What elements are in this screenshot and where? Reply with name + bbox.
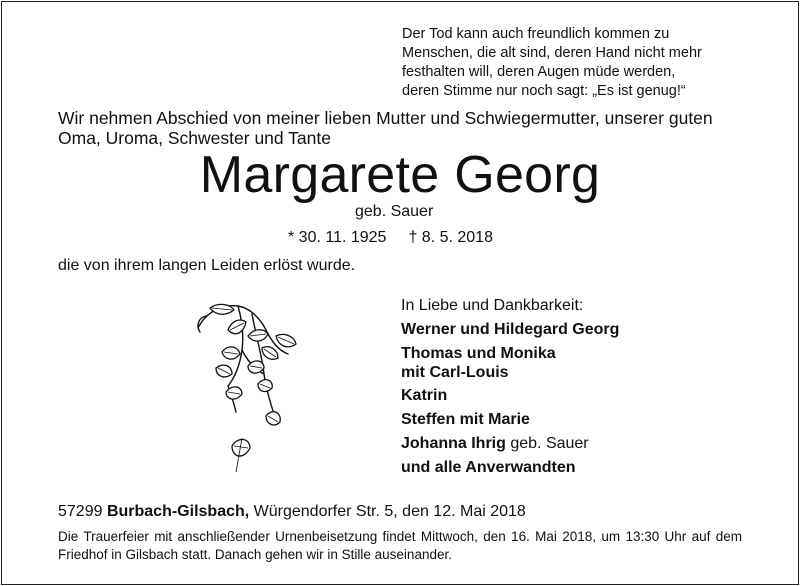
family-entry-birthname: geb. Sauer bbox=[505, 435, 589, 452]
family-entry-name: Johanna Ihrig bbox=[401, 435, 506, 452]
family-entry: Steffen mit Marie bbox=[401, 411, 530, 428]
family-heading: In Liebe und Dankbarkeit: bbox=[401, 297, 584, 314]
funeral-notice: Die Trauerfeier mit anschließender Urnenbeisetzung findet Mittwoch, den 16. Mai 2018, um 13:30 Uhr auf dem Friedhof in Gilsbach statt. Danach gehen wir in Stille auseinander. bbox=[58, 529, 742, 562]
birth-date: * 30. 11. 1925 bbox=[288, 229, 387, 246]
family-entry bbox=[401, 434, 781, 454]
address-town: Burbach-Gilsbach, bbox=[106, 503, 250, 520]
intro-line: Oma, Uroma, Schwester und Tante bbox=[58, 128, 331, 148]
family-entry bbox=[401, 344, 781, 382]
released-line: die von ihrem langen Leiden erlöst wurde. bbox=[58, 257, 356, 274]
birch-branch-illustration bbox=[192, 296, 312, 486]
intro-text bbox=[58, 108, 758, 148]
family-entry-line: Thomas und Monika bbox=[401, 345, 556, 362]
family-entry: und alle Anverwandten bbox=[401, 459, 576, 476]
poem-quote bbox=[402, 25, 782, 101]
address-postcode: 57299 bbox=[58, 503, 103, 520]
deceased-name: Margarete Georg bbox=[199, 146, 601, 204]
family-entry-line: mit Carl-Louis bbox=[401, 364, 509, 381]
poem-line: deren Stimme nur noch sagt: „Es ist genug!“ bbox=[402, 83, 686, 99]
family-entry: Katrin bbox=[401, 387, 448, 404]
poem-line: Der Tod kann auch freundlich kommen zu bbox=[402, 26, 670, 42]
family-entry: Werner und Hildegard Georg bbox=[401, 321, 620, 338]
life-dates bbox=[288, 228, 493, 248]
intro-line: Wir nehmen Abschied von meiner lieben Mutter und Schwiegermutter, unserer guten bbox=[58, 108, 713, 128]
address-street-date: Würgendorfer Str. 5, den 12. Mai 2018 bbox=[253, 503, 526, 520]
family-list bbox=[401, 296, 781, 482]
birth-name: geb. Sauer bbox=[355, 203, 434, 220]
death-date: † 8. 5. 2018 bbox=[408, 229, 493, 246]
poem-line: festhalten will, deren Augen müde werden, bbox=[402, 64, 676, 80]
poem-line: Menschen, die alt sind, deren Hand nicht mehr bbox=[402, 45, 702, 61]
address-line bbox=[58, 502, 526, 522]
